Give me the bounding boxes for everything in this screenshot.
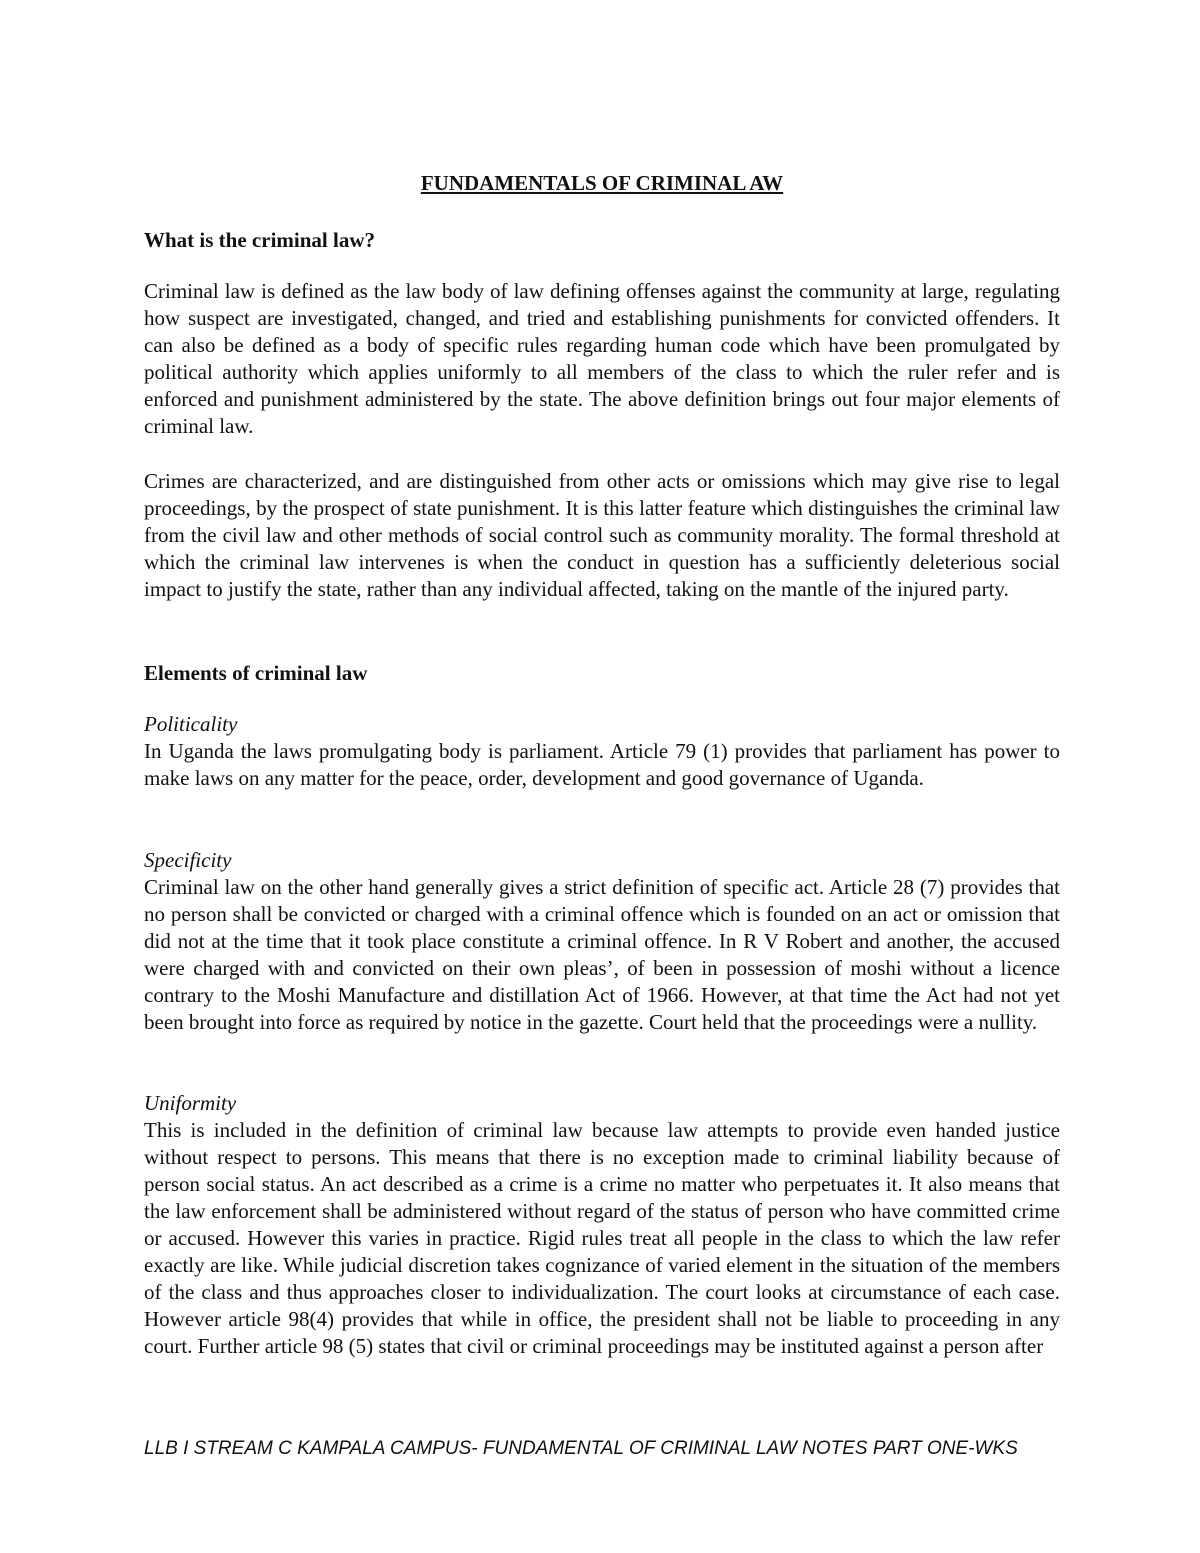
section-heading-elements: Elements of criminal law	[144, 661, 368, 685]
paragraph-definition: Criminal law is defined as the law body of law defining offenses against the community at large, regulating how suspect are investigated, changed, and tried and establishing punishments for convicted offenders. It can also be defined as a body of specific rules regarding human code which have been promulgated by political authority which applies uniformly to all members of the class to which the ruler refer and is enforced and punishment administered by the state. The above definition brings out four major elements of criminal law.	[144, 279, 1060, 438]
subheading-specificity: Specificity	[144, 848, 232, 872]
paragraph-politicality: In Uganda the laws promulgating body is parliament. Article 79 (1) provides that parliament has power to make laws on any matter for the peace, order, development and good governance of Uganda.	[144, 739, 1060, 790]
paragraph-specificity: Criminal law on the other hand generally gives a strict definition of specific act. Article 28 (7) provides that no person shall be convicted or charged with a criminal offence which is founded on an act or omission that did not at the time that it took place constitute a criminal offence. In R V Robert and another, the accused were charged with and convicted on their own pleas’, of been in possession of moshi without a licence contrary to the Moshi Manufacture and distillation Act of 1966. However, at that time the Act had not yet been brought into force as required by notice in the gazette. Court held that the proceedings were a nullity.	[144, 875, 1060, 1034]
paragraph-uniformity: This is included in the definition of criminal law because law attempts to provide even handed justice without respect to persons. This means that there is no exception made to criminal liability because of person social status. An act described as a crime is a crime no matter who perpetuates it. It also means that the law enforcement shall be administered without regard of the status of person who have committed crime or accused. However this varies in practice. Rigid rules treat all people in the class to which the law refer exactly are like. While judicial discretion takes cognizance of varied element in the situation of the members of the class and thus approaches closer to individualization. The court looks at circumstance of each case. However article 98(4) provides that while in office, the president shall not be liable to proceeding in any court. Further article 98 (5) states that civil or criminal proceedings may be instituted against a person after	[144, 1118, 1060, 1358]
subheading-politicality: Politicality	[144, 712, 238, 736]
document-title: FUNDAMENTALS OF CRIMINAL AW	[420, 171, 784, 195]
paragraph-crimes-characterized: Crimes are characterized, and are distinguished from other acts or omissions which may give rise to legal proceedings, by the prospect of state punishment. It is this latter feature which distinguishes the criminal law from the civil law and other methods of social control such as community morality. The formal threshold at which the criminal law intervenes is when the conduct in question has a sufficiently deleterious social impact to justify the state, rather than any individual affected, taking on the mantle of the injured party.	[144, 469, 1060, 601]
page-footer: LLB I STREAM C KAMPALA CAMPUS- FUNDAMENTAL OF CRIMINAL LAW NOTES PART ONE-WKS	[144, 1438, 1018, 1459]
subheading-uniformity: Uniformity	[144, 1091, 237, 1115]
section-heading-what-is-criminal-law: What is the criminal law?	[144, 228, 375, 252]
